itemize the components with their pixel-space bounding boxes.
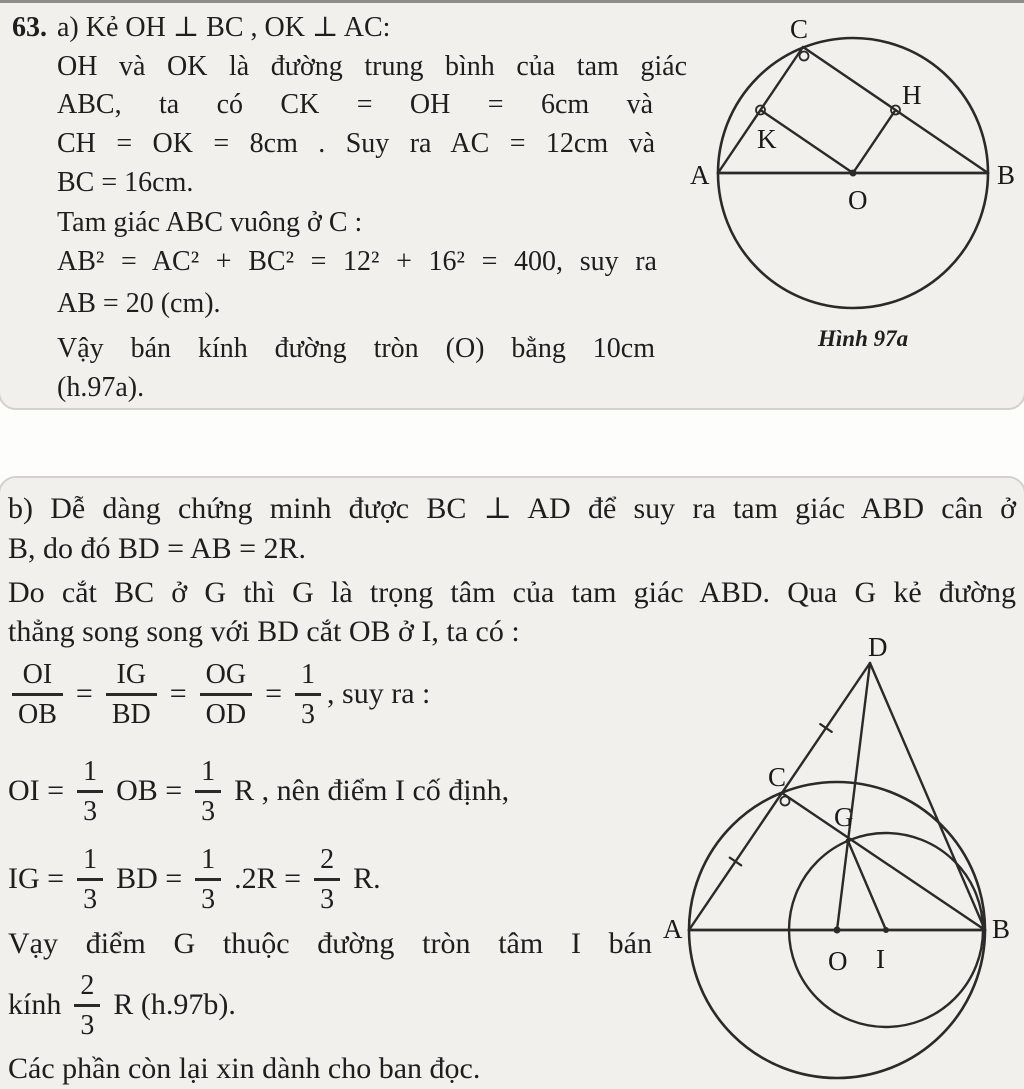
fraction-one-third	[295, 658, 321, 731]
point-O	[834, 927, 841, 934]
figure-97a	[680, 0, 1024, 318]
right-angle-mark-C	[800, 52, 809, 61]
figure-97b	[640, 620, 1024, 1089]
part-a-line-8: AB = 20 (cm).	[57, 288, 221, 319]
part-a-line-5: BC = 16cm.	[57, 167, 194, 198]
fraction-denominator: 3	[201, 883, 216, 915]
label-B: B	[997, 160, 1016, 190]
label-C: C	[768, 762, 787, 792]
fraction-numerator: 1	[77, 755, 103, 793]
fraction-numerator: OG	[200, 658, 252, 696]
math-radius-row	[8, 967, 236, 1043]
fraction-one-third	[77, 755, 103, 828]
part-a-line-9: Vậy bán kính đường tròn (O) bằng 10cm	[57, 333, 655, 364]
math-text: kính	[8, 988, 62, 1021]
math-text: R , nên điểm I cố định,	[234, 774, 510, 807]
math-text: R (h.97b).	[113, 988, 236, 1021]
part-a-line-1: a) Kẻ OH ⊥ BC , OK ⊥ AC:	[57, 12, 391, 43]
fraction-one-third	[195, 755, 221, 828]
math-text: BD =	[116, 862, 183, 895]
part-b-line-5: Vạy điểm G thuộc đường tròn tâm I bán	[8, 927, 652, 960]
math-text: R.	[353, 862, 381, 895]
fraction-denominator: OD	[205, 698, 247, 730]
fraction-denominator: 3	[320, 883, 335, 915]
label-A: A	[663, 914, 683, 944]
part-a-line-3: ABC, ta có CK = OH = 6cm và	[57, 89, 653, 120]
fraction-denominator: 3	[301, 698, 316, 730]
fraction-numerator: IG	[106, 658, 157, 696]
part-a-line-2: OH và OK là đường trung bình của tam giác	[57, 51, 687, 82]
equals-sign: =	[265, 677, 283, 710]
fraction-two-thirds	[314, 843, 340, 916]
math-proportion-row	[8, 656, 430, 732]
point-G	[846, 839, 851, 844]
math-text: OB =	[116, 774, 183, 807]
tick-mark-CD	[820, 724, 832, 732]
label-B: B	[992, 914, 1011, 944]
fraction-numerator: 1	[195, 843, 221, 881]
label-D: D	[868, 632, 888, 662]
fraction-numerator: OI	[12, 658, 63, 696]
fraction-oi-ob	[12, 658, 63, 731]
fraction-denominator: 3	[201, 795, 216, 827]
part-a-line-4: CH = OK = 8cm . Suy ra AC = 12cm và	[57, 128, 655, 159]
point-O	[850, 170, 857, 177]
equals-sign: =	[75, 677, 93, 710]
math-text: OI =	[8, 774, 65, 807]
math-ig-row	[8, 841, 381, 917]
part-b-line-1: b) Dễ dàng chứng minh được BC ⊥ AD để suy ra tam giác ABD cân ở	[8, 492, 1016, 525]
math-oi-row	[8, 753, 509, 829]
label-O: O	[828, 946, 848, 976]
problem-number: 63.	[12, 12, 47, 43]
fraction-numerator: 2	[314, 843, 340, 881]
figure-97a-caption: Hình 97a	[818, 326, 909, 351]
label-C: C	[790, 14, 809, 44]
tick-mark-AC	[730, 858, 742, 866]
fraction-denominator: 3	[83, 795, 98, 827]
segment-OH	[853, 110, 896, 173]
fraction-numerator: 1	[77, 843, 103, 881]
fraction-one-third	[77, 843, 103, 916]
fraction-two-thirds	[74, 969, 100, 1042]
fraction-denominator: 3	[83, 883, 98, 915]
scan-edge-artifact	[0, 0, 1024, 3]
label-G: G	[834, 802, 854, 832]
math-text: .2R =	[234, 862, 302, 895]
label-O: O	[848, 185, 868, 215]
fraction-denominator: OB	[18, 698, 57, 730]
part-b-line-3: Do cắt BC ở G thì G là trọng tâm của tam giác ABD. Qua G kẻ đường	[8, 576, 1016, 609]
fraction-denominator: BD	[111, 698, 151, 730]
part-b-line-2: B, do đó BD = AB = 2R.	[8, 532, 307, 565]
fraction-denominator: 3	[80, 1009, 95, 1041]
label-I: I	[876, 944, 885, 974]
part-b-line-4: thẳng song song với BD cắt OB ở I, ta có :	[8, 615, 520, 648]
segment-GI	[848, 841, 886, 930]
label-A: A	[690, 160, 710, 190]
label-H: H	[902, 80, 922, 110]
fraction-og-od	[200, 658, 252, 731]
point-I	[883, 927, 889, 933]
label-K: K	[757, 124, 777, 154]
part-b-line-6: Các phần còn lại xin dành cho ban đọc.	[8, 1052, 481, 1085]
right-angle-mark-C	[781, 797, 790, 806]
part-a-line-10: (h.97a).	[57, 372, 145, 403]
math-text: IG =	[8, 862, 65, 895]
math-text: , suy ra :	[327, 677, 431, 710]
fraction-ig-bd	[106, 658, 157, 731]
fraction-numerator: 2	[74, 969, 100, 1007]
part-a-line-7: AB² = AC² + BC² = 12² + 16² = 400, suy ra	[57, 246, 657, 277]
part-a-line-6: Tam giác ABC vuông ở C :	[57, 207, 363, 238]
equals-sign: =	[169, 677, 187, 710]
fraction-numerator: 1	[295, 658, 321, 696]
fraction-one-third	[195, 843, 221, 916]
fraction-numerator: 1	[195, 755, 221, 793]
